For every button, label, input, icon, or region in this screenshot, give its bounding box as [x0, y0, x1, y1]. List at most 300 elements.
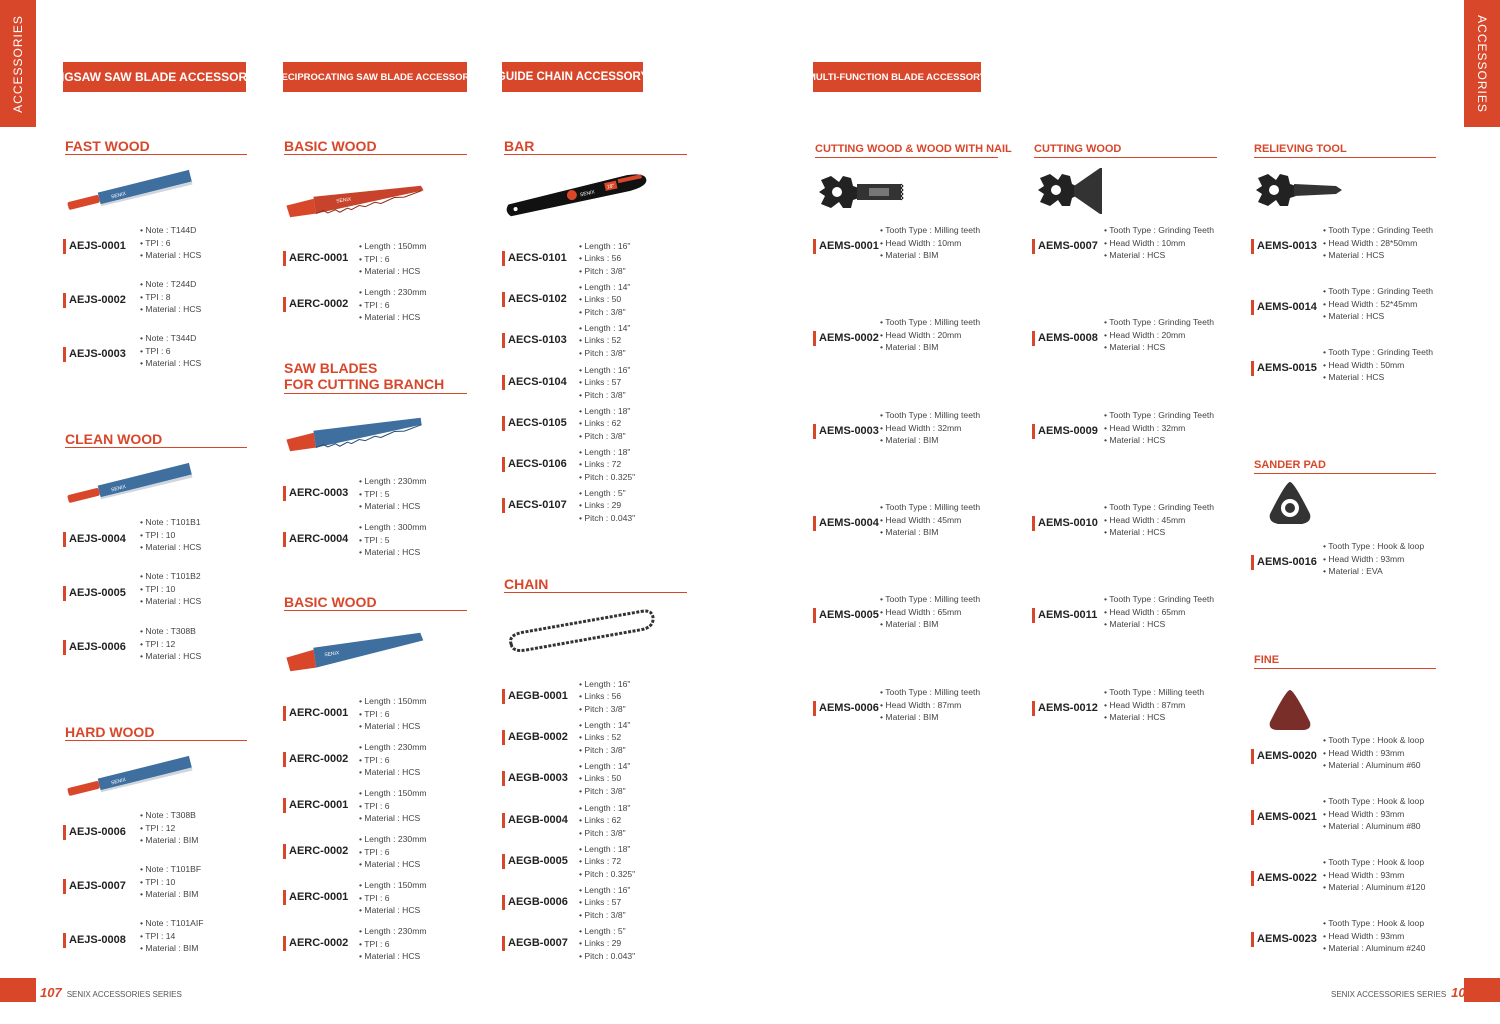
spec-line: • Material : HCS — [140, 650, 201, 663]
spec-line: • Head Width : 87mm — [1104, 699, 1204, 712]
spec-line: • Note : T101B1 — [140, 516, 201, 529]
spec-line: • Tooth Type : Hook & loop — [1323, 917, 1425, 930]
spec-line: • Material : BIM — [880, 341, 980, 354]
product-specs — [359, 695, 427, 733]
multi-tool-blade-icon — [817, 172, 907, 212]
spec-line: • Tooth Type : Milling teeth — [880, 409, 980, 422]
spec-line: • Links : 56 — [579, 690, 630, 702]
product-code: AEGB-0007 — [502, 936, 568, 951]
product-code: AEMS-0002 — [813, 331, 879, 346]
product-specs — [579, 281, 630, 318]
spec-line: • Head Width : 20mm — [880, 329, 980, 342]
product-specs — [359, 475, 427, 513]
spec-line: • Material : BIM — [140, 942, 204, 955]
spec-line: • Material : HCS — [140, 303, 201, 316]
spec-line: • Material : HCS — [359, 500, 427, 513]
spec-line: • Length : 300mm — [359, 521, 427, 534]
spec-line: • TPI : 10 — [140, 529, 201, 542]
branch-blade-icon — [284, 412, 426, 452]
product-code: AEGB-0006 — [502, 895, 568, 910]
spec-line: • Length : 18" — [579, 446, 635, 458]
spec-line: • Tooth Type : Milling teeth — [880, 501, 980, 514]
spec-line: • TPI : 6 — [359, 299, 427, 312]
spec-line: • Material : HCS — [140, 595, 201, 608]
product-code: AEJS-0008 — [63, 933, 126, 948]
spec-line: • Pitch : 3/8" — [579, 785, 630, 797]
product-code: AEGB-0005 — [502, 854, 568, 869]
product-specs — [880, 409, 980, 447]
side-tab-label: ACCESSORIES — [1475, 14, 1489, 113]
section-chain: CHAIN — [504, 577, 687, 593]
section-fine: FINE — [1254, 653, 1436, 669]
spec-line: • Links : 72 — [579, 458, 635, 470]
spec-line: • Length : 150mm — [359, 879, 427, 892]
product-code: AERC-0003 — [283, 486, 348, 501]
spec-line: • Head Width : 65mm — [1104, 606, 1214, 619]
spec-line: • Head Width : 50mm — [1323, 359, 1433, 372]
spec-line: • Links : 52 — [579, 334, 630, 346]
blade-brand-label: SENIX — [324, 650, 340, 659]
jigsaw-blade-icon — [64, 170, 194, 210]
product-specs — [1323, 917, 1425, 955]
spec-line: • TPI : 6 — [140, 345, 201, 358]
spec-line: • Length : 230mm — [359, 286, 427, 299]
product-code: AEJS-0003 — [63, 347, 126, 362]
spec-line: • Material : BIM — [880, 434, 980, 447]
spec-line: • Tooth Type : Grinding Teeth — [1104, 224, 1214, 237]
spec-line: • Pitch : 3/8" — [579, 744, 630, 756]
spec-line: • Note : T101B2 — [140, 570, 201, 583]
spec-line: • Note : T344D — [140, 332, 201, 345]
spec-line: • Links : 50 — [579, 772, 630, 784]
product-specs — [880, 501, 980, 539]
spec-line: • TPI : 6 — [359, 800, 427, 813]
guide-bar-icon — [502, 172, 652, 218]
product-code: AEJS-0007 — [63, 879, 126, 894]
product-code: AEMS-0009 — [1032, 424, 1098, 439]
product-specs — [1104, 409, 1214, 447]
spec-line: • Links : 29 — [579, 937, 635, 949]
product-specs — [140, 863, 201, 901]
product-specs — [1104, 593, 1214, 631]
spec-line: • Note : T101BF — [140, 863, 201, 876]
product-code: AECS-0103 — [502, 333, 567, 348]
spec-line: • Head Width : 87mm — [880, 699, 980, 712]
series-name: SENIX ACCESSORIES SERIES — [66, 990, 182, 999]
spec-line: • Tooth Type : Grinding Teeth — [1104, 501, 1214, 514]
section-wood-with-nail: CUTTING WOOD & WOOD WITH NAIL — [815, 142, 998, 158]
spec-line: • Tooth Type : Hook & loop — [1323, 540, 1424, 553]
spec-line: • Material : HCS — [1323, 310, 1433, 323]
spec-line: • Head Width : 52*45mm — [1323, 298, 1433, 311]
spec-line: • Material : BIM — [140, 888, 201, 901]
footer-right — [1331, 985, 1473, 1000]
product-specs — [140, 516, 201, 554]
jigsaw-blade-icon — [64, 756, 194, 796]
product-code: AEJS-0006 — [63, 640, 126, 655]
spec-line: • Note : T144D — [140, 224, 201, 237]
spec-line: • Head Width : 93mm — [1323, 808, 1424, 821]
bar-brand-label: SENIX — [579, 189, 596, 199]
spec-line: • Pitch : 3/8" — [579, 389, 630, 401]
spec-line: • Material : Aluminum #60 — [1323, 759, 1424, 772]
section-clean-wood: CLEAN WOOD — [65, 432, 247, 448]
spec-line: • Links : 52 — [579, 731, 630, 743]
multi-tool-blade-icon — [1036, 164, 1108, 216]
section-basic-wood-2: BASIC WOOD — [284, 595, 467, 611]
spec-line: • Material : HCS — [1104, 618, 1214, 631]
spec-line: • Head Width : 32mm — [1104, 422, 1214, 435]
spec-line: • Material : HCS — [1104, 711, 1204, 724]
product-specs — [359, 521, 427, 559]
spec-line: • Head Width : 93mm — [1323, 930, 1425, 943]
section-cutting-branch — [284, 360, 467, 394]
side-tab-label: ACCESSORIES — [11, 14, 25, 113]
product-specs — [1104, 501, 1214, 539]
product-code: AERC-0001 — [283, 890, 348, 905]
category-jigsaw: JIGSAW SAW BLADE ACCESSORY — [63, 62, 246, 92]
spec-line: • Length : 230mm — [359, 833, 427, 846]
spec-line: • Head Width : 10mm — [880, 237, 980, 250]
product-specs — [579, 760, 630, 797]
product-specs — [579, 405, 630, 442]
spec-line: • Length : 230mm — [359, 925, 427, 938]
spec-line: • Tooth Type : Milling teeth — [880, 593, 980, 606]
spec-line: • Material : Aluminum #240 — [1323, 942, 1425, 955]
spec-line: • Tooth Type : Grinding Teeth — [1323, 224, 1433, 237]
spec-line: • Tooth Type : Milling teeth — [880, 686, 980, 699]
page-number: 107 — [40, 985, 62, 1000]
spec-line: • TPI : 12 — [140, 638, 201, 651]
product-specs — [140, 570, 201, 608]
product-specs — [880, 316, 980, 354]
product-code: AEJS-0004 — [63, 532, 126, 547]
sander-pad-icon — [1266, 480, 1314, 526]
spec-line: • Length : 16" — [579, 678, 630, 690]
product-specs — [140, 809, 198, 847]
spec-line: • Material : HCS — [1323, 371, 1433, 384]
product-specs — [1323, 795, 1424, 833]
section-basic-wood: BASIC WOOD — [284, 139, 467, 155]
product-code: AEMS-0023 — [1251, 932, 1317, 947]
spec-line: • Note : T101AIF — [140, 917, 204, 930]
product-code: AEMS-0004 — [813, 516, 879, 531]
spec-line: • Pitch : 3/8" — [579, 703, 630, 715]
section-hard-wood: HARD WOOD — [65, 725, 247, 741]
product-code: AEMS-0007 — [1032, 239, 1098, 254]
product-code: AECS-0106 — [502, 457, 567, 472]
product-code: AEMS-0016 — [1251, 555, 1317, 570]
page-number: 108 — [1451, 985, 1473, 1000]
product-code: AEGB-0002 — [502, 730, 568, 745]
spec-line: • Tooth Type : Hook & loop — [1323, 795, 1424, 808]
spec-line: • Material : HCS — [359, 311, 427, 324]
spec-line: • Links : 29 — [579, 499, 635, 511]
product-code: AEMS-0008 — [1032, 331, 1098, 346]
spec-line: • Material : HCS — [140, 541, 201, 554]
product-specs — [359, 879, 427, 917]
product-code: AEMS-0010 — [1032, 516, 1098, 531]
product-code: AEMS-0012 — [1032, 701, 1098, 716]
spec-line: • Length : 16" — [579, 240, 630, 252]
product-code: AERC-0002 — [283, 936, 348, 951]
product-code: AEMS-0001 — [813, 239, 879, 254]
spec-line: • Head Width : 65mm — [880, 606, 980, 619]
spec-line: • Material : HCS — [140, 357, 201, 370]
product-code: AECS-0102 — [502, 292, 567, 307]
footer-bar-left — [0, 978, 36, 1002]
product-specs — [140, 332, 201, 370]
product-specs — [880, 593, 980, 631]
spec-line: • Links : 72 — [579, 855, 635, 867]
product-code: AEMS-0006 — [813, 701, 879, 716]
spec-line: • TPI : 5 — [359, 534, 427, 547]
spec-line: • Head Width : 10mm — [1104, 237, 1214, 250]
spec-line: • Note : T308B — [140, 809, 198, 822]
spec-line: • TPI : 10 — [140, 876, 201, 889]
spec-line: • Length : 230mm — [359, 741, 427, 754]
spec-line: • Head Width : 45mm — [880, 514, 980, 527]
spec-line: • Material : HCS — [359, 812, 427, 825]
product-specs — [359, 787, 427, 825]
chain-icon — [504, 608, 660, 654]
side-tab-left — [0, 0, 36, 127]
blade-brand-label: SENIX — [335, 196, 352, 205]
product-specs — [359, 741, 427, 779]
spec-line: • TPI : 12 — [140, 822, 198, 835]
product-code: AERC-0001 — [283, 706, 348, 721]
section-bar: BAR — [504, 139, 687, 155]
blade-brand-label: SENIX — [110, 190, 127, 201]
spec-line: • Material : Aluminum #120 — [1323, 881, 1425, 894]
product-code: AEMS-0013 — [1251, 239, 1317, 254]
section-cutting-wood: CUTTING WOOD — [1034, 142, 1217, 158]
spec-line: • Links : 56 — [579, 252, 630, 264]
spec-line: • Length : 150mm — [359, 787, 427, 800]
spec-line: • Links : 57 — [579, 896, 630, 908]
product-specs — [579, 719, 630, 756]
spec-line: • Material : HCS — [359, 950, 427, 963]
blade-brand-label: SENIX — [110, 776, 127, 787]
spec-line: • Head Width : 20mm — [1104, 329, 1214, 342]
product-code: AEGB-0003 — [502, 771, 568, 786]
product-specs — [579, 240, 630, 277]
spec-line: • Tooth Type : Grinding Teeth — [1104, 593, 1214, 606]
product-specs — [1104, 224, 1214, 262]
product-code: AEMS-0015 — [1251, 361, 1317, 376]
spec-line: • Tooth Type : Milling teeth — [880, 316, 980, 329]
product-specs — [579, 802, 630, 839]
sanding-sheet-icon — [1266, 688, 1314, 732]
side-tab-right — [1464, 0, 1500, 127]
spec-line: • Material : HCS — [1104, 249, 1214, 262]
spec-line: • Note : T308B — [140, 625, 201, 638]
product-specs — [1104, 316, 1214, 354]
product-specs — [579, 322, 630, 359]
spec-line: • Head Width : 28*50mm — [1323, 237, 1433, 250]
spec-line: • Length : 150mm — [359, 695, 427, 708]
spec-line: • Length : 14" — [579, 760, 630, 772]
product-specs — [579, 364, 630, 401]
product-code: AERC-0002 — [283, 844, 348, 859]
product-specs — [140, 224, 201, 262]
spec-line: • TPI : 6 — [359, 754, 427, 767]
product-code: AEMS-0003 — [813, 424, 879, 439]
spec-line: • Material : BIM — [880, 618, 980, 631]
product-code: AERC-0001 — [283, 798, 348, 813]
spec-line: • Length : 18" — [579, 405, 630, 417]
product-specs — [359, 286, 427, 324]
spec-line: • Pitch : 3/8" — [579, 347, 630, 359]
spec-line: • Note : T244D — [140, 278, 201, 291]
spec-line: • Pitch : 0.043" — [579, 512, 635, 524]
product-specs — [1104, 686, 1204, 724]
spec-line: • Links : 62 — [579, 814, 630, 826]
spec-line: • Pitch : 3/8" — [579, 909, 630, 921]
section-fast-wood: FAST WOOD — [65, 139, 247, 155]
spec-line: • Pitch : 3/8" — [579, 430, 630, 442]
spec-line: • Tooth Type : Grinding Teeth — [1104, 316, 1214, 329]
spec-line: • TPI : 14 — [140, 930, 204, 943]
product-specs — [359, 240, 427, 278]
spec-line: • Material : HCS — [1323, 249, 1433, 262]
section-cutting-branch-line2: FOR CUTTING BRANCH — [284, 376, 445, 392]
product-specs — [140, 917, 204, 955]
spec-line: • Material : BIM — [880, 249, 980, 262]
spec-line: • Tooth Type : Grinding Teeth — [1323, 346, 1433, 359]
spec-line: • Head Width : 32mm — [880, 422, 980, 435]
spec-line: • Material : BIM — [140, 834, 198, 847]
jigsaw-blade-icon — [64, 463, 194, 503]
spec-line: • Length : 14" — [579, 322, 630, 334]
spec-line: • Tooth Type : Grinding Teeth — [1323, 285, 1433, 298]
spec-line: • Length : 18" — [579, 802, 630, 814]
spec-line: • Tooth Type : Milling teeth — [1104, 686, 1204, 699]
reciprocating-blade-icon — [284, 178, 426, 218]
spec-line: • Head Width : 45mm — [1104, 514, 1214, 527]
spec-line: • Pitch : 0.325" — [579, 868, 635, 880]
section-cutting-branch-line1: SAW BLADES — [284, 360, 378, 376]
spec-line: • Length : 5" — [579, 487, 635, 499]
category-multi-function: MULTI-FUNCTION BLADE ACCESSORY — [813, 62, 981, 92]
spec-line: • Material : HCS — [1104, 341, 1214, 354]
spec-line: • Material : HCS — [359, 546, 427, 559]
product-specs — [579, 446, 635, 483]
product-specs — [880, 224, 980, 262]
product-specs — [1323, 346, 1433, 384]
spec-line: • Pitch : 3/8" — [579, 306, 630, 318]
product-specs — [880, 686, 980, 724]
spec-line: • Head Width : 93mm — [1323, 553, 1424, 566]
spec-line: • Length : 14" — [579, 281, 630, 293]
spec-line: • TPI : 6 — [359, 892, 427, 905]
product-code: AERC-0001 — [283, 251, 348, 266]
product-code: AECS-0105 — [502, 416, 567, 431]
product-code: AEMS-0011 — [1032, 608, 1097, 623]
spec-line: • Tooth Type : Milling teeth — [880, 224, 980, 237]
spec-line: • TPI : 5 — [359, 488, 427, 501]
spec-line: • Material : HCS — [1104, 526, 1214, 539]
footer-left — [40, 985, 182, 1000]
product-code: AERC-0004 — [283, 532, 348, 547]
spec-line: • Material : HCS — [359, 265, 427, 278]
product-code: AEGB-0001 — [502, 689, 568, 704]
spec-line: • TPI : 6 — [359, 253, 427, 266]
bar-size-label: 18" — [606, 183, 615, 191]
spec-line: • Length : 16" — [579, 364, 630, 376]
product-specs — [1323, 856, 1425, 894]
product-code: AECS-0104 — [502, 375, 567, 390]
spec-line: • Material : HCS — [1104, 434, 1214, 447]
product-code: AEJS-0006 — [63, 825, 126, 840]
series-name: SENIX ACCESSORIES SERIES — [1331, 990, 1447, 999]
product-code: AEMS-0005 — [813, 608, 879, 623]
section-sander-pad: SANDER PAD — [1254, 458, 1436, 474]
spec-line: • Tooth Type : Hook & loop — [1323, 856, 1425, 869]
spec-line: • Pitch : 3/8" — [579, 827, 630, 839]
spec-line: • Length : 5" — [579, 925, 635, 937]
spec-line: • Links : 62 — [579, 417, 630, 429]
spec-line: • Links : 57 — [579, 376, 630, 388]
spec-line: • TPI : 8 — [140, 291, 201, 304]
spec-line: • Tooth Type : Hook & loop — [1323, 734, 1424, 747]
product-specs — [1323, 224, 1433, 262]
spec-line: • Length : 18" — [579, 843, 635, 855]
spec-line: • Pitch : 0.325" — [579, 471, 635, 483]
product-code: AEMS-0021 — [1251, 810, 1317, 825]
spec-line: • TPI : 6 — [359, 708, 427, 721]
spec-line: • Length : 150mm — [359, 240, 427, 253]
spec-line: • Length : 16" — [579, 884, 630, 896]
spec-line: • Material : HCS — [359, 720, 427, 733]
spec-line: • Head Width : 93mm — [1323, 869, 1425, 882]
product-specs — [579, 843, 635, 880]
product-specs — [1323, 734, 1424, 772]
product-specs — [359, 925, 427, 963]
spec-line: • Material : HCS — [359, 766, 427, 779]
spec-line: • TPI : 6 — [359, 938, 427, 951]
spec-line: • TPI : 6 — [359, 846, 427, 859]
spec-line: • Tooth Type : Grinding Teeth — [1104, 409, 1214, 422]
product-specs — [1323, 540, 1424, 578]
spec-line: • Material : HCS — [359, 858, 427, 871]
reciprocating-blade-icon — [284, 630, 426, 670]
spec-line: • Length : 14" — [579, 719, 630, 731]
product-code: AECS-0101 — [502, 251, 567, 266]
product-code: AEMS-0020 — [1251, 749, 1317, 764]
blade-brand-label: SENIX — [110, 483, 127, 494]
product-specs — [579, 678, 630, 715]
product-specs — [359, 833, 427, 871]
spec-line: • Links : 50 — [579, 293, 630, 305]
spec-line: • Pitch : 3/8" — [579, 265, 630, 277]
product-code: AEJS-0001 — [63, 239, 126, 254]
product-specs — [140, 625, 201, 663]
product-specs — [140, 278, 201, 316]
spec-line: • Material : Aluminum #80 — [1323, 820, 1424, 833]
spec-line: • Head Width : 93mm — [1323, 747, 1424, 760]
spec-line: • Material : EVA — [1323, 565, 1424, 578]
category-reciprocating: RECIPROCATING SAW BLADE ACCESSORY — [283, 62, 467, 92]
spec-line: • TPI : 6 — [140, 237, 201, 250]
spec-line: • Length : 230mm — [359, 475, 427, 488]
relieving-tool-icon — [1254, 170, 1344, 210]
product-specs — [579, 487, 635, 524]
product-code: AEJS-0002 — [63, 293, 126, 308]
spec-line: • Material : HCS — [140, 249, 201, 262]
product-specs — [579, 884, 630, 921]
product-code: AEGB-0004 — [502, 813, 568, 828]
